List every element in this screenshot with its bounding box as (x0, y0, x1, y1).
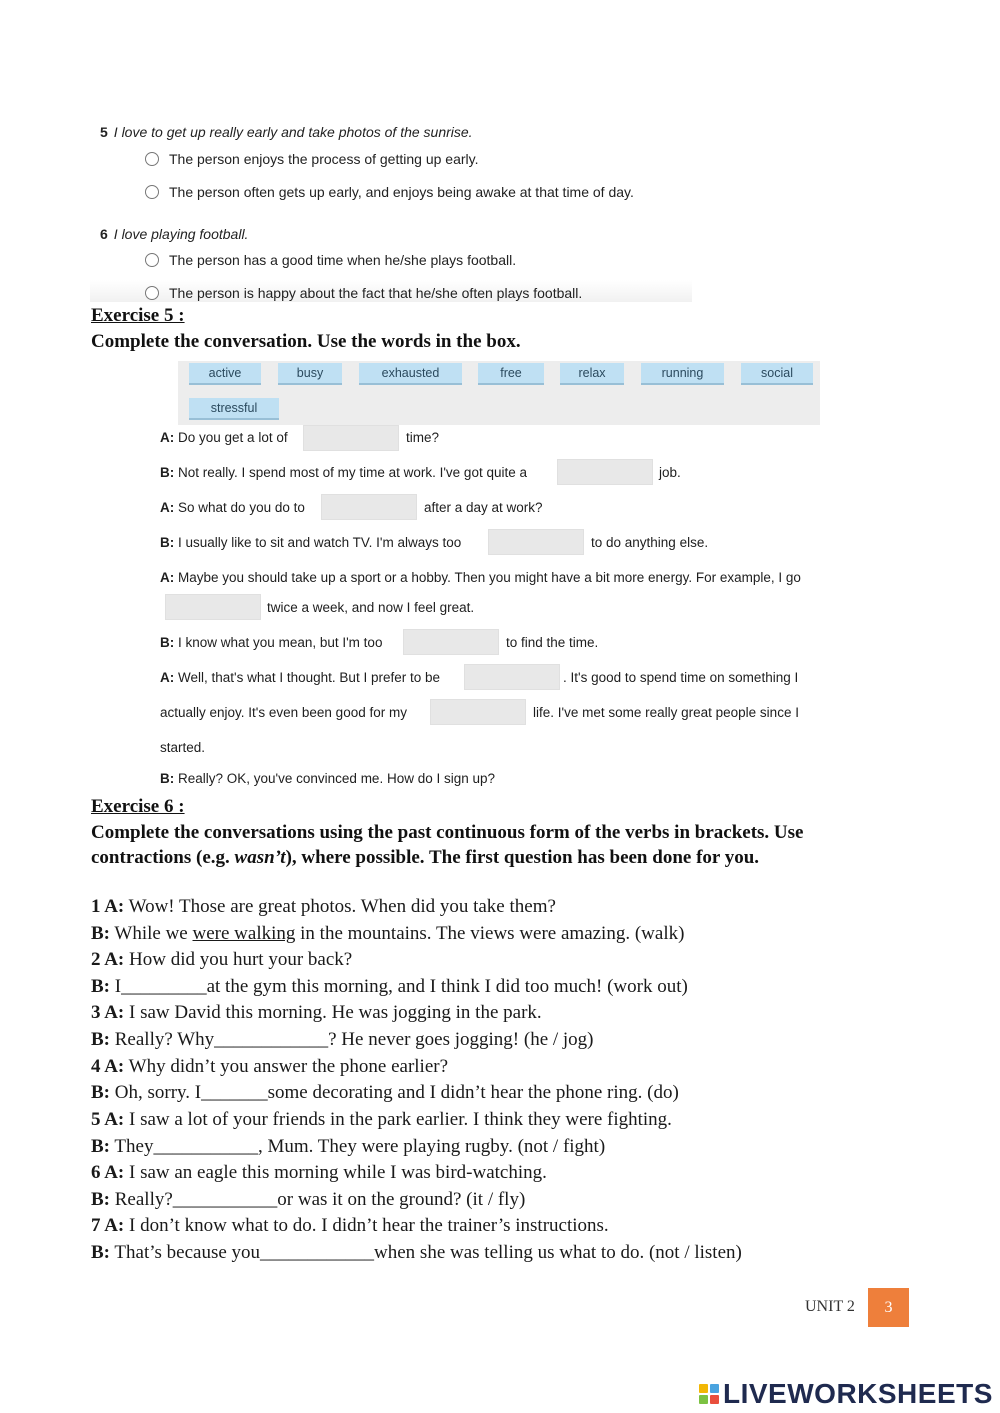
conversation-line-end: . It's good to spend time on something I (563, 670, 799, 685)
conversation-line: B: I usually like to sit and watch TV. I'm always too (160, 535, 462, 550)
exercise-6-instruction: Complete the conversations using the past continuous form of the verbs in brackets. Use contractions (e.g. wasn’t), where possible. The first question has been done for you. (91, 822, 804, 868)
word-chip-running[interactable]: running (641, 363, 724, 385)
radio-button[interactable] (145, 185, 159, 199)
q5-option-2[interactable]: The person often gets up early, and enjoys being awake at that time of day. (145, 184, 634, 200)
answer-gap-8[interactable] (430, 699, 526, 725)
conversation-line: started. (160, 740, 206, 755)
conversation-line: B: Not really. I spend most of my time at work. I've got quite a (160, 465, 527, 480)
answer-gap-6[interactable] (403, 629, 499, 655)
radio-button[interactable] (145, 286, 159, 300)
conversation-line: B: Really? OK, you've convinced me. How do I sign up? (160, 771, 496, 786)
ex6-line: 6 A: I saw an eagle this morning while I was bird-watching. (91, 1162, 547, 1183)
conversation-line-end: twice a week, and now I feel great. (267, 600, 475, 615)
ex6-line: 5 A: I saw a lot of your friends in the park earlier. I think they were fighting. (91, 1109, 672, 1130)
ex6-line: B: Really? Why____________? He never goes jogging! (he / jog) (91, 1029, 594, 1050)
liveworksheets-logo (699, 1380, 993, 1408)
exercise-6-title: Exercise 6 : (91, 796, 185, 817)
conversation-line-end: time? (406, 430, 440, 445)
ex6-line: 7 A: I don’t know what to do. I didn’t hear the trainer’s instructions. (91, 1215, 609, 1236)
answer-gap-2[interactable] (557, 459, 653, 485)
conversation-line: B: I know what you mean, but I'm too (160, 635, 383, 650)
word-chip-stressful[interactable]: stressful (189, 398, 279, 420)
radio-button[interactable] (145, 152, 159, 166)
answer-gap-4[interactable] (488, 529, 584, 555)
conversation-line-end: job. (659, 465, 681, 480)
q5-option-1[interactable]: The person enjoys the process of getting up early. (145, 151, 478, 167)
ex6-line: B: That’s because you____________when she was telling us what to do. (not / listen) (91, 1242, 742, 1263)
conversation-line-end: after a day at work? (424, 500, 543, 515)
conversation-line-end: to do anything else. (591, 535, 709, 550)
word-chip-social[interactable]: social (741, 363, 813, 385)
radio-button[interactable] (145, 253, 159, 267)
answer-gap-3[interactable] (321, 494, 417, 520)
question-5: 5 I love to get up really early and take photos of the sunrise. (100, 124, 473, 140)
exercise-5-instruction: Complete the conversation. Use the words in the box. (91, 331, 521, 352)
answer-gap-7[interactable] (464, 664, 560, 690)
ex6-line: 1 A: Wow! Those are great photos. When did you take them? (91, 896, 556, 917)
ex6-line: B: While we were walking in the mountains. The views were amazing. (walk) (91, 923, 685, 944)
conversation-line: A: Well, that's what I thought. But I prefer to be (160, 670, 440, 685)
liveworksheets-logo-icon (699, 1384, 719, 1404)
ex6-line: B: They___________, Mum. They were playing rugby. (not / fight) (91, 1136, 606, 1157)
conversation-line: A: Maybe you should take up a sport or a hobby. Then you might have a bit more energy. For example, I go (160, 570, 801, 585)
conversation-line-end: life. I've met some really great people since I (533, 705, 799, 720)
word-chip-free[interactable]: free (478, 363, 544, 385)
answer-gap-1[interactable] (303, 425, 399, 451)
example-answer: were walking (192, 923, 296, 944)
conversation-line: actually enjoy. It's even been good for my (160, 705, 407, 720)
q6-option-1[interactable]: The person has a good time when he/she plays football. (145, 252, 516, 268)
conversation-line: A: Do you get a lot of (160, 430, 288, 445)
word-box (178, 361, 820, 425)
exercise-5-title: Exercise 5 : (91, 305, 185, 326)
ex6-line: 2 A: How did you hurt your back? (91, 949, 353, 970)
page-number: 3 (868, 1288, 909, 1327)
word-chip-exhausted[interactable]: exhausted (359, 363, 462, 385)
ex6-line: 4 A: Why didn’t you answer the phone earlier? (91, 1056, 449, 1077)
unit-label: UNIT 2 (805, 1298, 855, 1315)
ex6-line: B: Really?___________or was it on the ground? (it / fly) (91, 1189, 526, 1210)
question-6: 6 I love playing football. (100, 226, 249, 242)
q6-option-2[interactable]: The person is happy about the fact that he/she often plays football. (145, 285, 582, 301)
multiple-choice-panel (90, 115, 692, 303)
ex6-line: B: Oh, sorry. I_______some decorating and I didn’t hear the phone ring. (do) (91, 1082, 679, 1103)
word-chip-active[interactable]: active (189, 363, 261, 385)
ex6-line: B: I_________at the gym this morning, and I think I did too much! (work out) (91, 976, 688, 997)
ex6-line: 3 A: I saw David this morning. He was jogging in the park. (91, 1002, 542, 1023)
logo-text: LIVEWORKSHEETS (723, 1378, 993, 1409)
conversation-line: A: So what do you do to (160, 500, 305, 515)
word-chip-busy[interactable]: busy (278, 363, 342, 385)
conversation-line-end: to find the time. (506, 635, 599, 650)
answer-gap-5[interactable] (165, 594, 261, 620)
word-chip-relax[interactable]: relax (560, 363, 624, 385)
